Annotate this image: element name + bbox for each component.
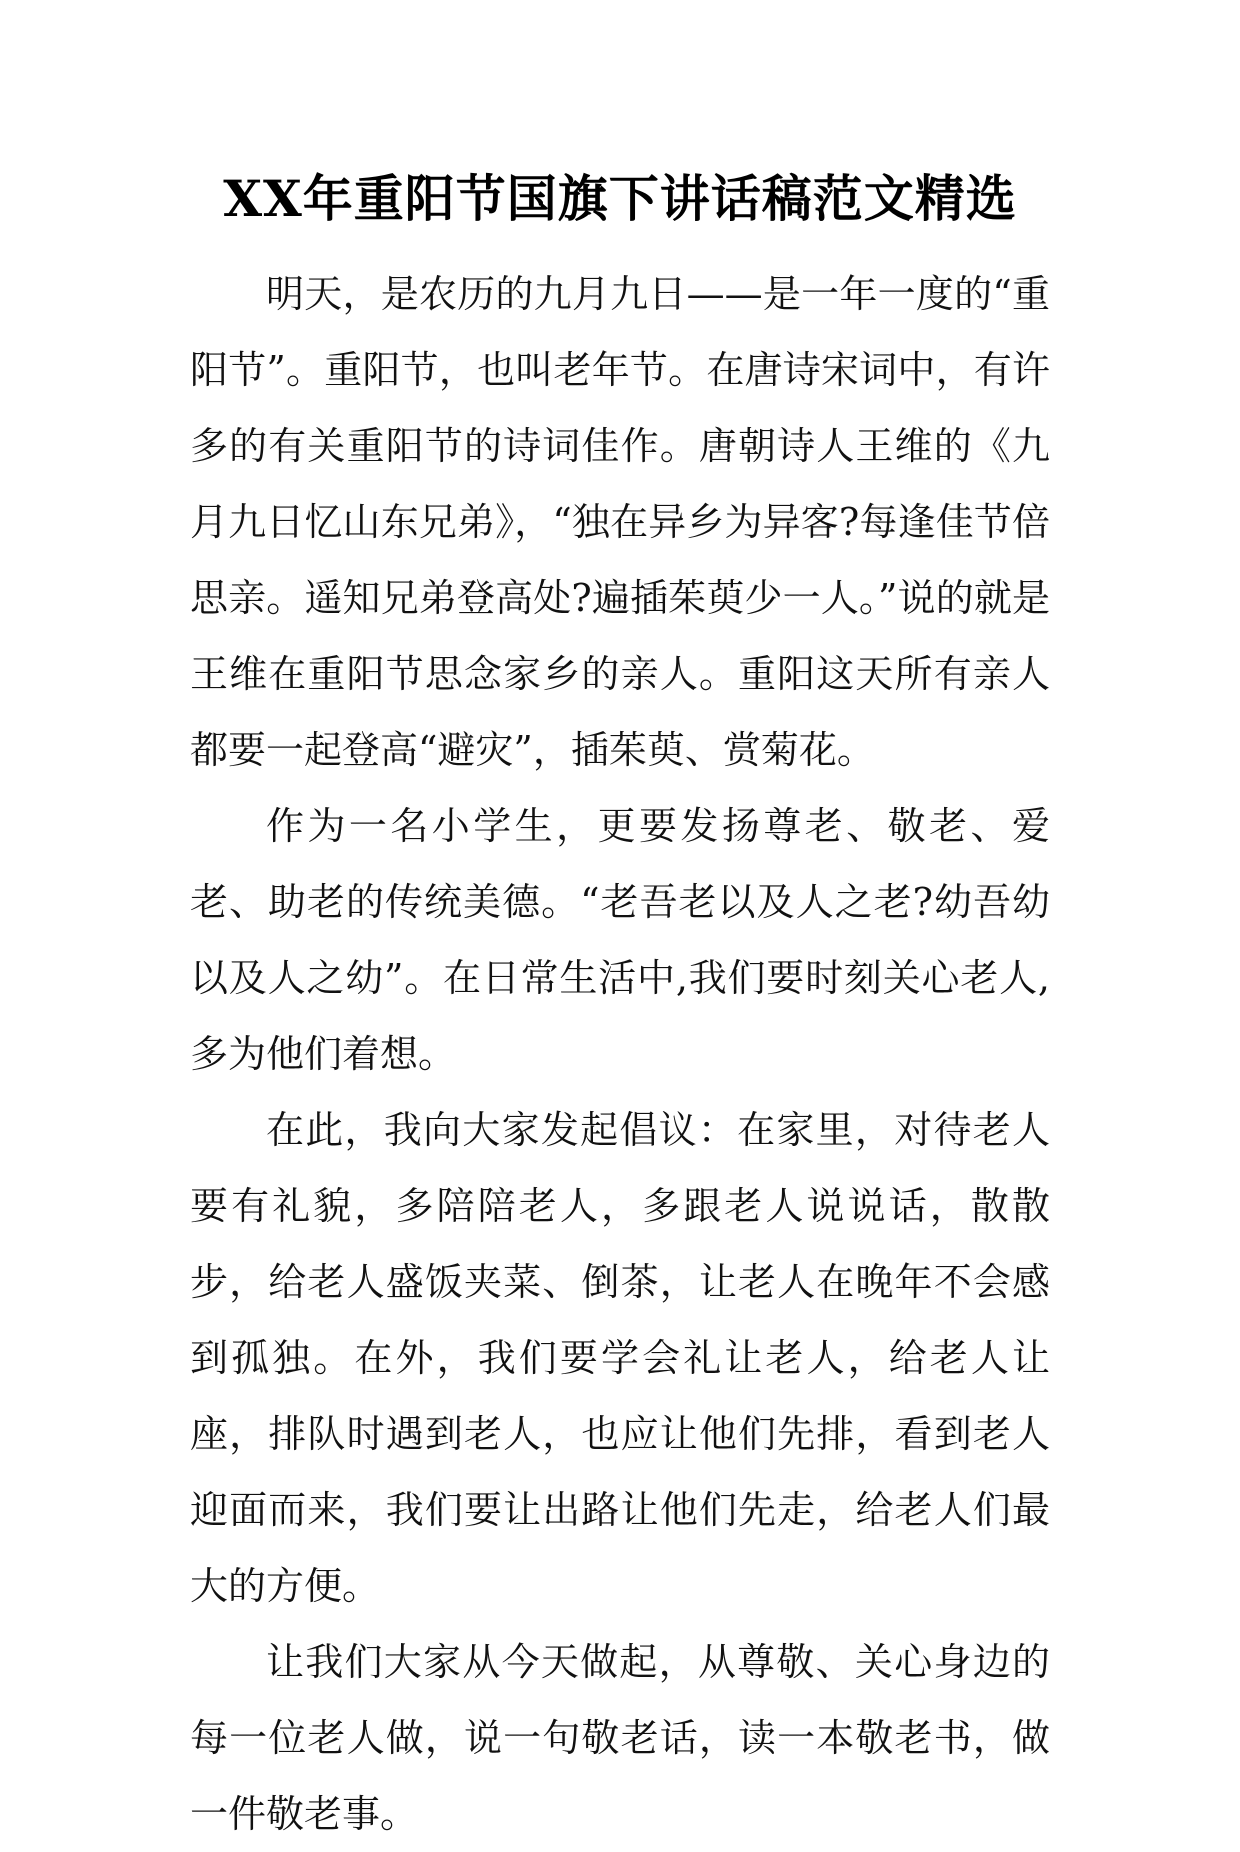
document-title: XX年重阳节国旗下讲话稿范文精选 <box>223 169 1017 228</box>
paragraph-1: 明天，是农历的九月九日——是一年一度的“重阳节”。重阳节，也叫老年节。在唐诗宋词中，有许多的有关重阳节的诗词佳作。唐朝诗人王维的《九月九日忆山东兄弟》，“独在异乡为异客?每逢佳节倍思亲。遥知兄弟登高处?遍插茱萸少一人。”说的就是王维在重阳节思念家乡的亲人。重阳这天所有亲人都要一起登高“避灾”，插茱萸、赏菊花。 <box>190 272 1050 772</box>
document-body <box>190 256 1050 1852</box>
paragraph-4: 让我们大家从今天做起，从尊敬、关心身边的每一位老人做，说一句敬老话，读一本敬老书，做一件敬老事。 <box>190 1640 1050 1836</box>
paragraph-2: 作为一名小学生，更要发扬尊老、敬老、爱老、助老的传统美德。“老吾老以及人之老?幼吾幼以及人之幼”。在日常生活中,我们要时刻关心老人, 多为他们着想。 <box>190 804 1050 1076</box>
paragraph-3: 在此，我向大家发起倡议：在家里，对待老人要有礼貌，多陪陪老人，多跟老人说说话，散散步，给老人盛饭夹菜、倒茶，让老人在晚年不会感到孤独。在外，我们要学会礼让老人，给老人让座，排队时遇到老人，也应让他们先排，看到老人迎面而来，我们要让出路让他们先走，给老人们最大的方便。 <box>190 1108 1050 1608</box>
